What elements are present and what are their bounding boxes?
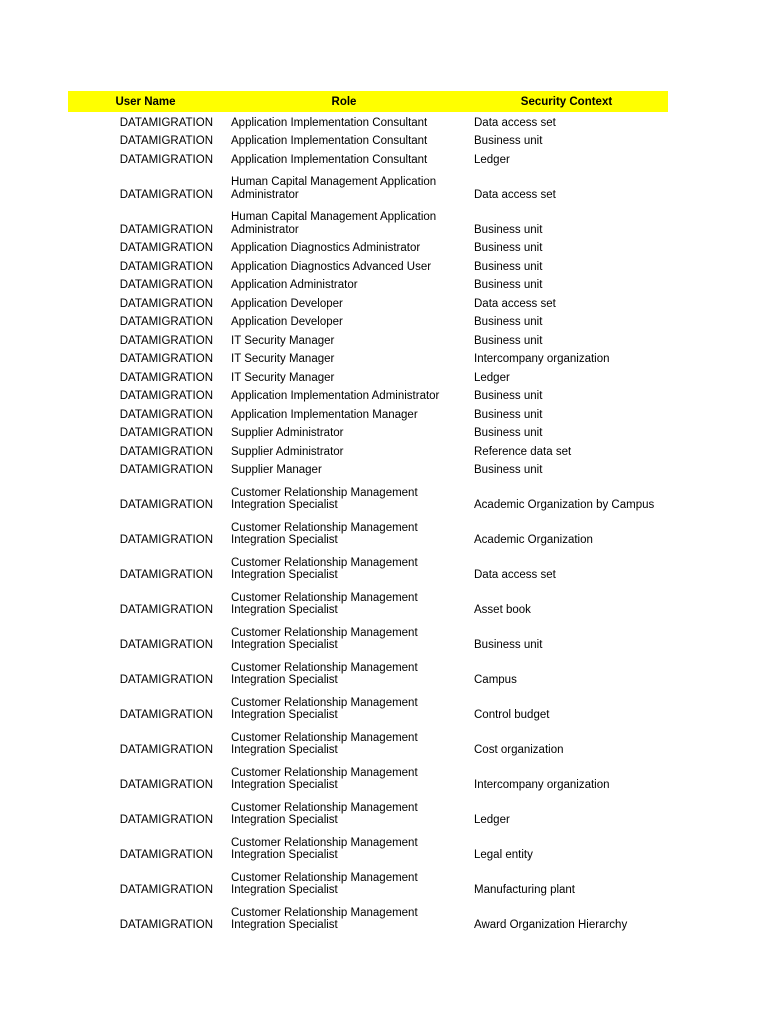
cell-user-name: DATAMIGRATION — [119, 297, 213, 310]
cell-security-context: Cost organization — [474, 744, 564, 757]
header-user-name: User Name — [115, 95, 176, 108]
cell-security-context: Business unit — [474, 260, 543, 273]
cell-user-name: DATAMIGRATION — [119, 569, 213, 582]
cell-user-name: DATAMIGRATION — [119, 849, 213, 862]
cell-role: Customer Relationship Management Integration Specialist — [231, 731, 418, 757]
cell-user-name: DATAMIGRATION — [119, 499, 213, 512]
cell-role: Supplier Administrator — [231, 427, 344, 440]
table-row — [68, 351, 668, 370]
cell-user-name: DATAMIGRATION — [119, 135, 213, 148]
cell-user-name: DATAMIGRATION — [119, 534, 213, 547]
cell-user-name: DATAMIGRATION — [119, 639, 213, 652]
cell-security-context: Business unit — [474, 334, 543, 347]
table-row — [68, 277, 668, 296]
cell-security-context: Business unit — [474, 279, 543, 292]
cell-security-context: Business unit — [474, 223, 543, 236]
table-row — [68, 865, 668, 900]
table-row — [68, 406, 668, 425]
cell-role: Customer Relationship Management Integration Specialist — [231, 801, 418, 827]
cell-security-context: Ledger — [474, 153, 510, 166]
table-row — [68, 655, 668, 690]
cell-security-context: Data access set — [474, 569, 556, 582]
cell-role: IT Security Manager — [231, 353, 335, 366]
cell-user-name: DATAMIGRATION — [119, 884, 213, 897]
cell-security-context: Manufacturing plant — [474, 884, 576, 897]
cell-user-name: DATAMIGRATION — [119, 464, 213, 477]
table-row — [68, 620, 668, 655]
cell-user-name: DATAMIGRATION — [119, 408, 213, 421]
cell-role: Application Developer — [231, 316, 343, 329]
table-row — [68, 830, 668, 865]
header-role: Role — [331, 95, 357, 108]
cell-security-context: Business unit — [474, 639, 543, 652]
cell-role: Customer Relationship Management Integration Specialist — [231, 521, 418, 547]
cell-role: Application Diagnostics Advanced User — [231, 260, 432, 273]
table-row — [68, 690, 668, 725]
table-row — [68, 515, 668, 550]
cell-security-context: Award Organization Hierarchy — [474, 919, 628, 932]
table-body — [68, 114, 668, 935]
table-row — [68, 550, 668, 585]
cell-role: Supplier Administrator — [231, 445, 344, 458]
cell-security-context: Academic Organization by Campus — [474, 499, 655, 512]
cell-security-context: Business unit — [474, 464, 543, 477]
cell-user-name: DATAMIGRATION — [119, 919, 213, 932]
cell-role: Customer Relationship Management Integration Specialist — [231, 626, 418, 652]
cell-security-context: Intercompany organization — [474, 779, 610, 792]
cell-role: IT Security Manager — [231, 371, 335, 384]
cell-role: Application Implementation Manager — [231, 408, 418, 421]
cell-user-name: DATAMIGRATION — [119, 445, 213, 458]
cell-role: Application Implementation Consultant — [231, 153, 428, 166]
cell-security-context: Data access set — [474, 116, 556, 129]
cell-user-name: DATAMIGRATION — [119, 427, 213, 440]
cell-user-name: DATAMIGRATION — [119, 223, 213, 236]
cell-security-context: Business unit — [474, 427, 543, 440]
cell-role: Application Implementation Administrator — [231, 390, 440, 403]
cell-user-name: DATAMIGRATION — [119, 334, 213, 347]
cell-user-name: DATAMIGRATION — [119, 279, 213, 292]
cell-user-name: DATAMIGRATION — [119, 353, 213, 366]
cell-role: Customer Relationship Management Integration Specialist — [231, 696, 418, 722]
cell-role: Human Capital Management Application Administrator — [231, 211, 437, 236]
table-row — [68, 170, 668, 205]
table-row — [68, 388, 668, 407]
cell-role: Customer Relationship Management Integration Specialist — [231, 556, 418, 582]
cell-user-name: DATAMIGRATION — [119, 390, 213, 403]
cell-user-name: DATAMIGRATION — [119, 188, 213, 201]
cell-role: Customer Relationship Management Integration Specialist — [231, 591, 418, 617]
table-row — [68, 114, 668, 133]
table-row — [68, 295, 668, 314]
cell-security-context: Campus — [474, 674, 517, 687]
table-row — [68, 332, 668, 351]
cell-security-context: Business unit — [474, 242, 543, 255]
cell-security-context: Ledger — [474, 814, 510, 827]
cell-user-name: DATAMIGRATION — [119, 604, 213, 617]
spreadsheet-table — [68, 91, 668, 935]
table-row — [68, 151, 668, 170]
cell-security-context: Business unit — [474, 390, 543, 403]
cell-role: Customer Relationship Management Integration Specialist — [231, 906, 418, 932]
table-row — [68, 462, 668, 481]
cell-security-context: Control budget — [474, 709, 550, 722]
table-row — [68, 205, 668, 240]
header-security-context: Security Context — [520, 95, 613, 108]
cell-user-name: DATAMIGRATION — [119, 316, 213, 329]
table-row — [68, 795, 668, 830]
table-row — [68, 480, 668, 515]
cell-role: Application Implementation Consultant — [231, 135, 428, 148]
cell-role: Customer Relationship Management Integration Specialist — [231, 486, 418, 512]
cell-user-name: DATAMIGRATION — [119, 242, 213, 255]
cell-security-context: Data access set — [474, 188, 556, 201]
cell-user-name: DATAMIGRATION — [119, 744, 213, 757]
table-row — [68, 314, 668, 333]
cell-role: Customer Relationship Management Integration Specialist — [231, 836, 418, 862]
table-header-row — [68, 91, 668, 112]
cell-security-context: Business unit — [474, 135, 543, 148]
cell-security-context: Asset book — [474, 604, 531, 617]
cell-security-context: Business unit — [474, 316, 543, 329]
cell-security-context: Reference data set — [474, 445, 572, 458]
cell-user-name: DATAMIGRATION — [119, 779, 213, 792]
table-row — [68, 725, 668, 760]
table-row — [68, 425, 668, 444]
table-row — [68, 443, 668, 462]
cell-role: IT Security Manager — [231, 334, 335, 347]
cell-user-name: DATAMIGRATION — [119, 153, 213, 166]
cell-security-context: Legal entity — [474, 849, 533, 862]
cell-role: Customer Relationship Management Integration Specialist — [231, 661, 418, 687]
cell-role: Application Implementation Consultant — [231, 116, 428, 129]
cell-security-context: Ledger — [474, 371, 510, 384]
cell-user-name: DATAMIGRATION — [119, 116, 213, 129]
cell-security-context: Intercompany organization — [474, 353, 610, 366]
cell-security-context: Academic Organization — [474, 534, 593, 547]
cell-role: Application Developer — [231, 297, 343, 310]
cell-security-context: Business unit — [474, 408, 543, 421]
table-row — [68, 240, 668, 259]
table-row — [68, 369, 668, 388]
cell-role: Customer Relationship Management Integration Specialist — [231, 766, 418, 792]
table-row — [68, 760, 668, 795]
cell-user-name: DATAMIGRATION — [119, 709, 213, 722]
cell-user-name: DATAMIGRATION — [119, 814, 213, 827]
cell-role: Human Capital Management Application Administrator — [231, 176, 437, 201]
cell-role: Application Diagnostics Administrator — [231, 242, 421, 255]
cell-security-context: Data access set — [474, 297, 556, 310]
cell-user-name: DATAMIGRATION — [119, 674, 213, 687]
table-row — [68, 585, 668, 620]
cell-role: Supplier Manager — [231, 464, 322, 477]
table-row — [68, 258, 668, 277]
table-row — [68, 133, 668, 152]
cell-user-name: DATAMIGRATION — [119, 371, 213, 384]
cell-user-name: DATAMIGRATION — [119, 260, 213, 273]
cell-role: Application Administrator — [231, 279, 358, 292]
cell-role: Customer Relationship Management Integration Specialist — [231, 871, 418, 897]
table-row — [68, 900, 668, 935]
